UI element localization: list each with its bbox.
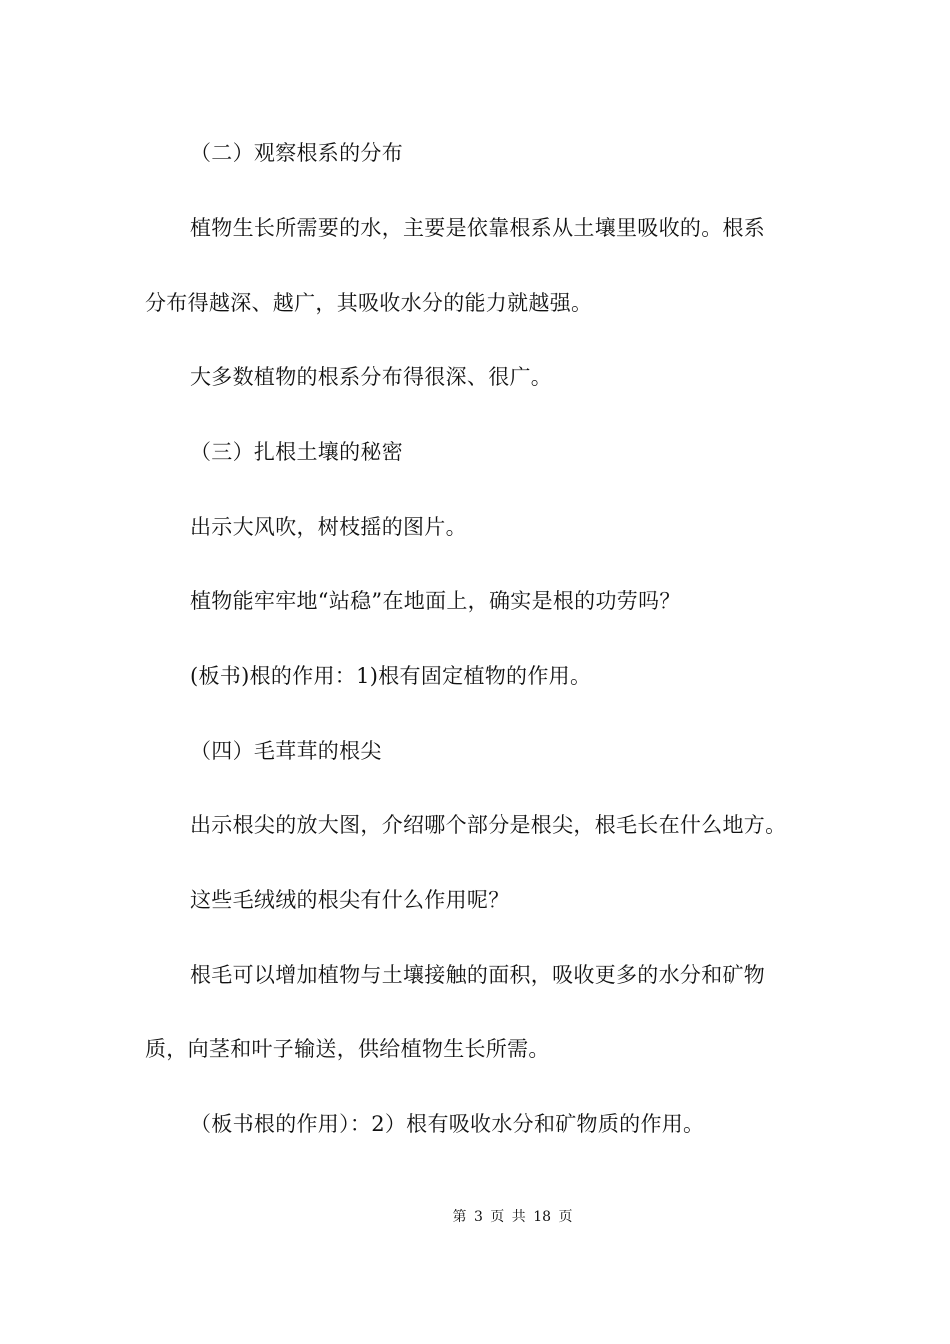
paragraph-line: 分布得越深、越广，其吸收水分的能力就越强。 bbox=[145, 291, 593, 315]
paragraph-line: 出示根尖的放大图，介绍哪个部分是根尖，根毛长在什么地方。 bbox=[190, 813, 787, 837]
board-note-2: （板书根的作用）：2）根有吸收水分和矿物质的作用。 bbox=[190, 1112, 705, 1136]
paragraph-line: 植物能牢牢地“站稳”在地面上，确实是根的功劳吗？ bbox=[190, 589, 681, 613]
section-heading-2: （二）观察根系的分布 bbox=[190, 141, 403, 165]
paragraph-line: 这些毛绒绒的根尖有什么作用呢？ bbox=[190, 888, 510, 912]
paragraph-line: 根毛可以增加植物与土壤接触的面积，吸收更多的水分和矿物 bbox=[190, 963, 766, 987]
paragraph-line: 植物生长所需要的水，主要是依靠根系从土壤里吸收的。根系 bbox=[190, 216, 766, 240]
board-note-1: (板书)根的作用：1)根有固定植物的作用。 bbox=[190, 664, 592, 688]
section-heading-4: （四）毛茸茸的根尖 bbox=[190, 739, 382, 763]
paragraph-line: 大多数植物的根系分布得很深、很广。 bbox=[190, 365, 553, 389]
paragraph-line: 出示大风吹，树枝摇的图片。 bbox=[190, 515, 467, 539]
section-heading-3: （三）扎根土壤的秘密 bbox=[190, 440, 403, 464]
paragraph-line: 质，向茎和叶子输送，供给植物生长所需。 bbox=[145, 1037, 550, 1061]
page-footer: 第 3 页 共 18 页 bbox=[452, 1209, 573, 1225]
